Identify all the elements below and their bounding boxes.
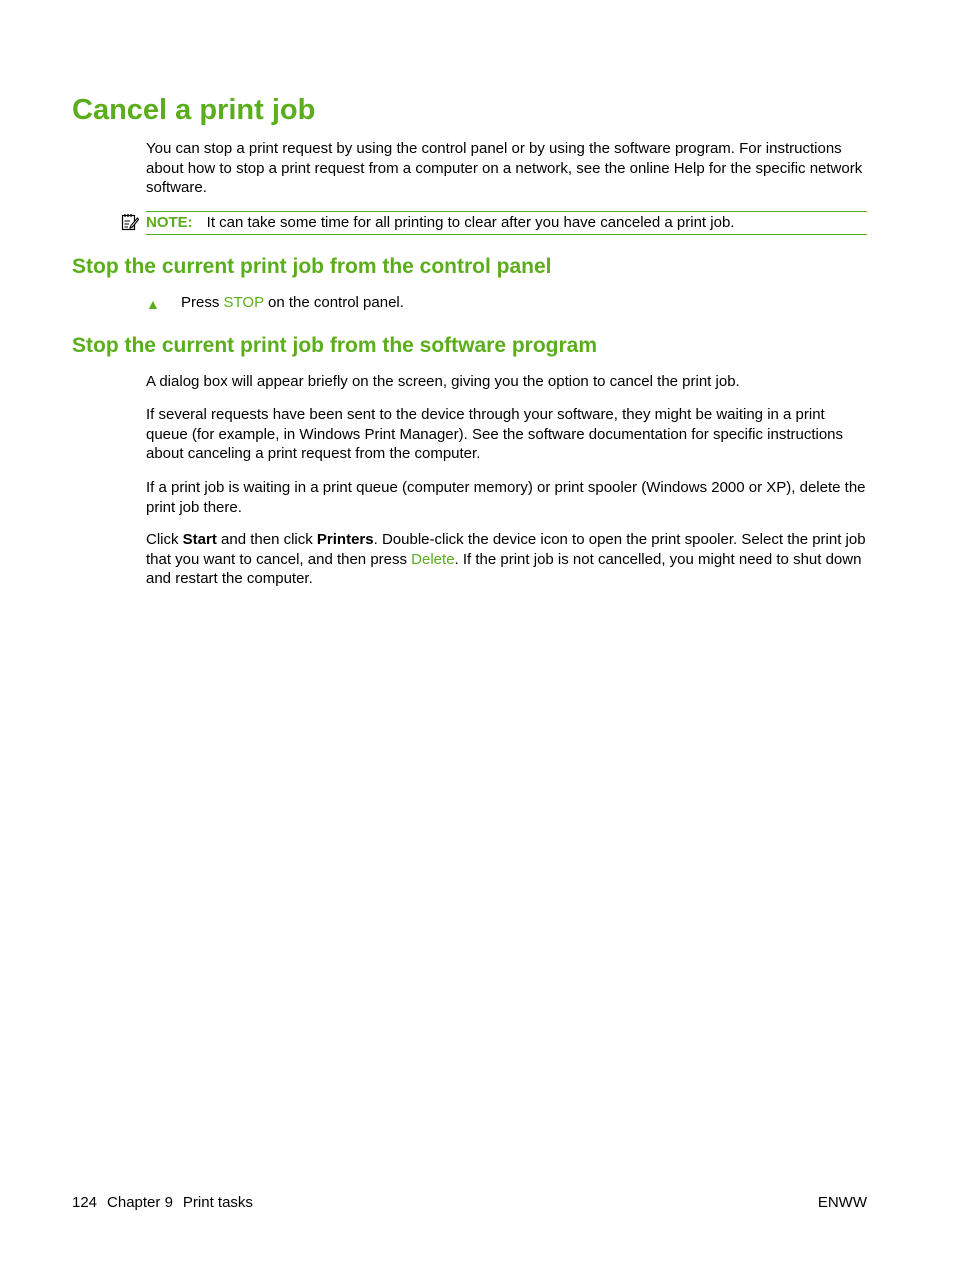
instructions-paragraph <box>146 530 870 589</box>
instructions-text-1: Click <box>146 531 183 548</box>
stop-link[interactable]: STOP <box>223 294 264 311</box>
note-label: NOTE: <box>146 214 193 231</box>
section-heading-control-panel: Stop the current print job from the control panel <box>72 255 552 278</box>
step-marker-icon: ▲ <box>146 296 160 312</box>
instructions-text-4: . If the print job is not cancelled, you might need to shut down and restart the computer. <box>146 550 862 587</box>
page-number: 124 <box>72 1194 98 1211</box>
page-title: Cancel a print job <box>72 94 316 126</box>
printers-label: Printers <box>316 531 374 548</box>
step-text-post: on the control panel. <box>263 294 404 311</box>
footer-left <box>72 1193 263 1212</box>
queue-paragraph: If several requests have been sent to the device through your software, they might be waiting in a print queue (for example, in Windows Print Manager). See the software documentation for specific instructions about canceling a print request from the computer. <box>146 406 844 462</box>
start-label: Start <box>182 531 217 548</box>
footer-chapter-title: Print tasks <box>182 1194 253 1211</box>
dialog-paragraph: A dialog box will appear briefly on the screen, giving you the option to cancel the print job. <box>146 373 740 390</box>
note-pad-icon <box>121 213 139 231</box>
footer-right: ENWW <box>817 1194 867 1211</box>
step-item <box>181 293 404 313</box>
instructions-text-3: . Double-click the device icon to open the print spooler. Select the print job that you want to cancel, and then press <box>146 531 866 568</box>
intro-paragraph: You can stop a print request by using the control panel or by using the software program. For instructions about how to stop a print request from a computer on a network, see the online Help for the specific network software. <box>146 140 863 196</box>
step-text-pre: Press <box>181 294 224 311</box>
footer-chapter: Chapter 9 <box>107 1194 173 1211</box>
spooler-paragraph: If a print job is waiting in a print queue (computer memory) or print spooler (Windows 2000 or XP), delete the print job there. <box>146 479 866 516</box>
delete-link[interactable]: Delete <box>411 550 455 568</box>
section-heading-software-program: Stop the current print job from the software program <box>72 334 598 357</box>
instructions-text-2: and then click <box>216 531 317 548</box>
note-box <box>146 211 867 235</box>
note-text: It can take some time for all printing to clear after you have canceled a print job. <box>206 214 735 231</box>
